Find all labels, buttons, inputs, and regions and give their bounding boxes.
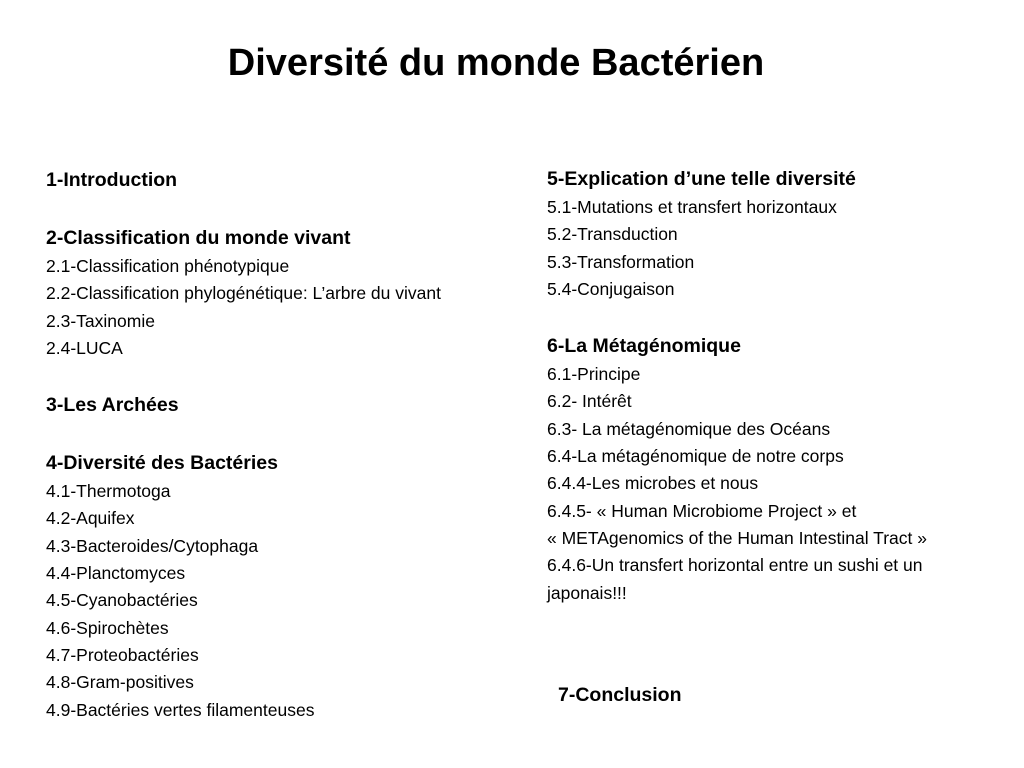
section-heading: 4-Diversité des Bactéries bbox=[46, 452, 278, 475]
outline-item: 4.5-Cyanobactéries bbox=[46, 590, 198, 611]
outline-item: 5.4-Conjugaison bbox=[547, 278, 675, 299]
outline-item: 4.1-Thermotoga bbox=[46, 481, 171, 502]
outline-item: 5.2-Transduction bbox=[547, 224, 678, 245]
outline-item: 6.4.5- « Human Microbiome Project » et bbox=[547, 500, 857, 521]
section-diversite-bacteries bbox=[46, 449, 526, 724]
outline-item: 6.4.4-Les microbes et nous bbox=[547, 473, 759, 494]
outline-item: 4.7-Proteobactéries bbox=[46, 644, 199, 665]
section-introduction bbox=[46, 166, 526, 195]
section-explication-diversite bbox=[547, 165, 1017, 303]
outline-item: 2.4-LUCA bbox=[46, 337, 123, 358]
slide-title: Diversité du monde Bactérien bbox=[227, 42, 765, 84]
outline-item: 5.3-Transformation bbox=[547, 251, 695, 272]
section-heading: 3-Les Archées bbox=[46, 394, 179, 417]
outline-item: 4.6-Spirochètes bbox=[46, 617, 169, 638]
section-heading: 1-Introduction bbox=[46, 169, 178, 191]
section-classification bbox=[46, 224, 526, 362]
outline-item: 4.8-Gram-positives bbox=[46, 672, 194, 693]
section-heading: 6-La Métagénomique bbox=[547, 335, 741, 358]
section-metagenomique bbox=[547, 332, 1017, 607]
outline-item: 4.4-Planctomyces bbox=[46, 563, 186, 584]
section-archees bbox=[46, 391, 526, 420]
outline-item: 6.3- La métagénomique des Océans bbox=[547, 418, 831, 439]
outline-item: 5.1-Mutations et transfert horizontaux bbox=[547, 197, 837, 217]
outline-item: « METAgenomics of the Human Intestinal Tract » bbox=[547, 527, 927, 548]
outline-item: 4.3-Bacteroides/Cytophaga bbox=[46, 535, 259, 556]
outline-item: 6.2- Intérêt bbox=[547, 391, 632, 412]
outline-item: 2.2-Classification phylogénétique: L’arbre du vivant bbox=[46, 283, 441, 304]
section-conclusion: 7-Conclusion bbox=[558, 684, 682, 706]
section-heading: 5-Explication d’une telle diversité bbox=[547, 168, 856, 190]
outline-item: 2.1-Classification phénotypique bbox=[46, 256, 290, 276]
outline-right-column bbox=[547, 165, 1017, 607]
outline-item: 4.2-Aquifex bbox=[46, 508, 135, 529]
outline-item: 4.9-Bactéries vertes filamenteuses bbox=[46, 699, 315, 720]
outline-item: 6.1-Principe bbox=[547, 364, 641, 385]
outline-left-column bbox=[46, 166, 526, 724]
section-heading: 2-Classification du monde vivant bbox=[46, 227, 351, 249]
outline-item: 2.3-Taxinomie bbox=[46, 310, 155, 331]
outline-item: 6.4-La métagénomique de notre corps bbox=[547, 446, 844, 467]
outline-item: 6.4.6-Un transfert horizontal entre un sushi et un japonais!!! bbox=[547, 555, 923, 603]
